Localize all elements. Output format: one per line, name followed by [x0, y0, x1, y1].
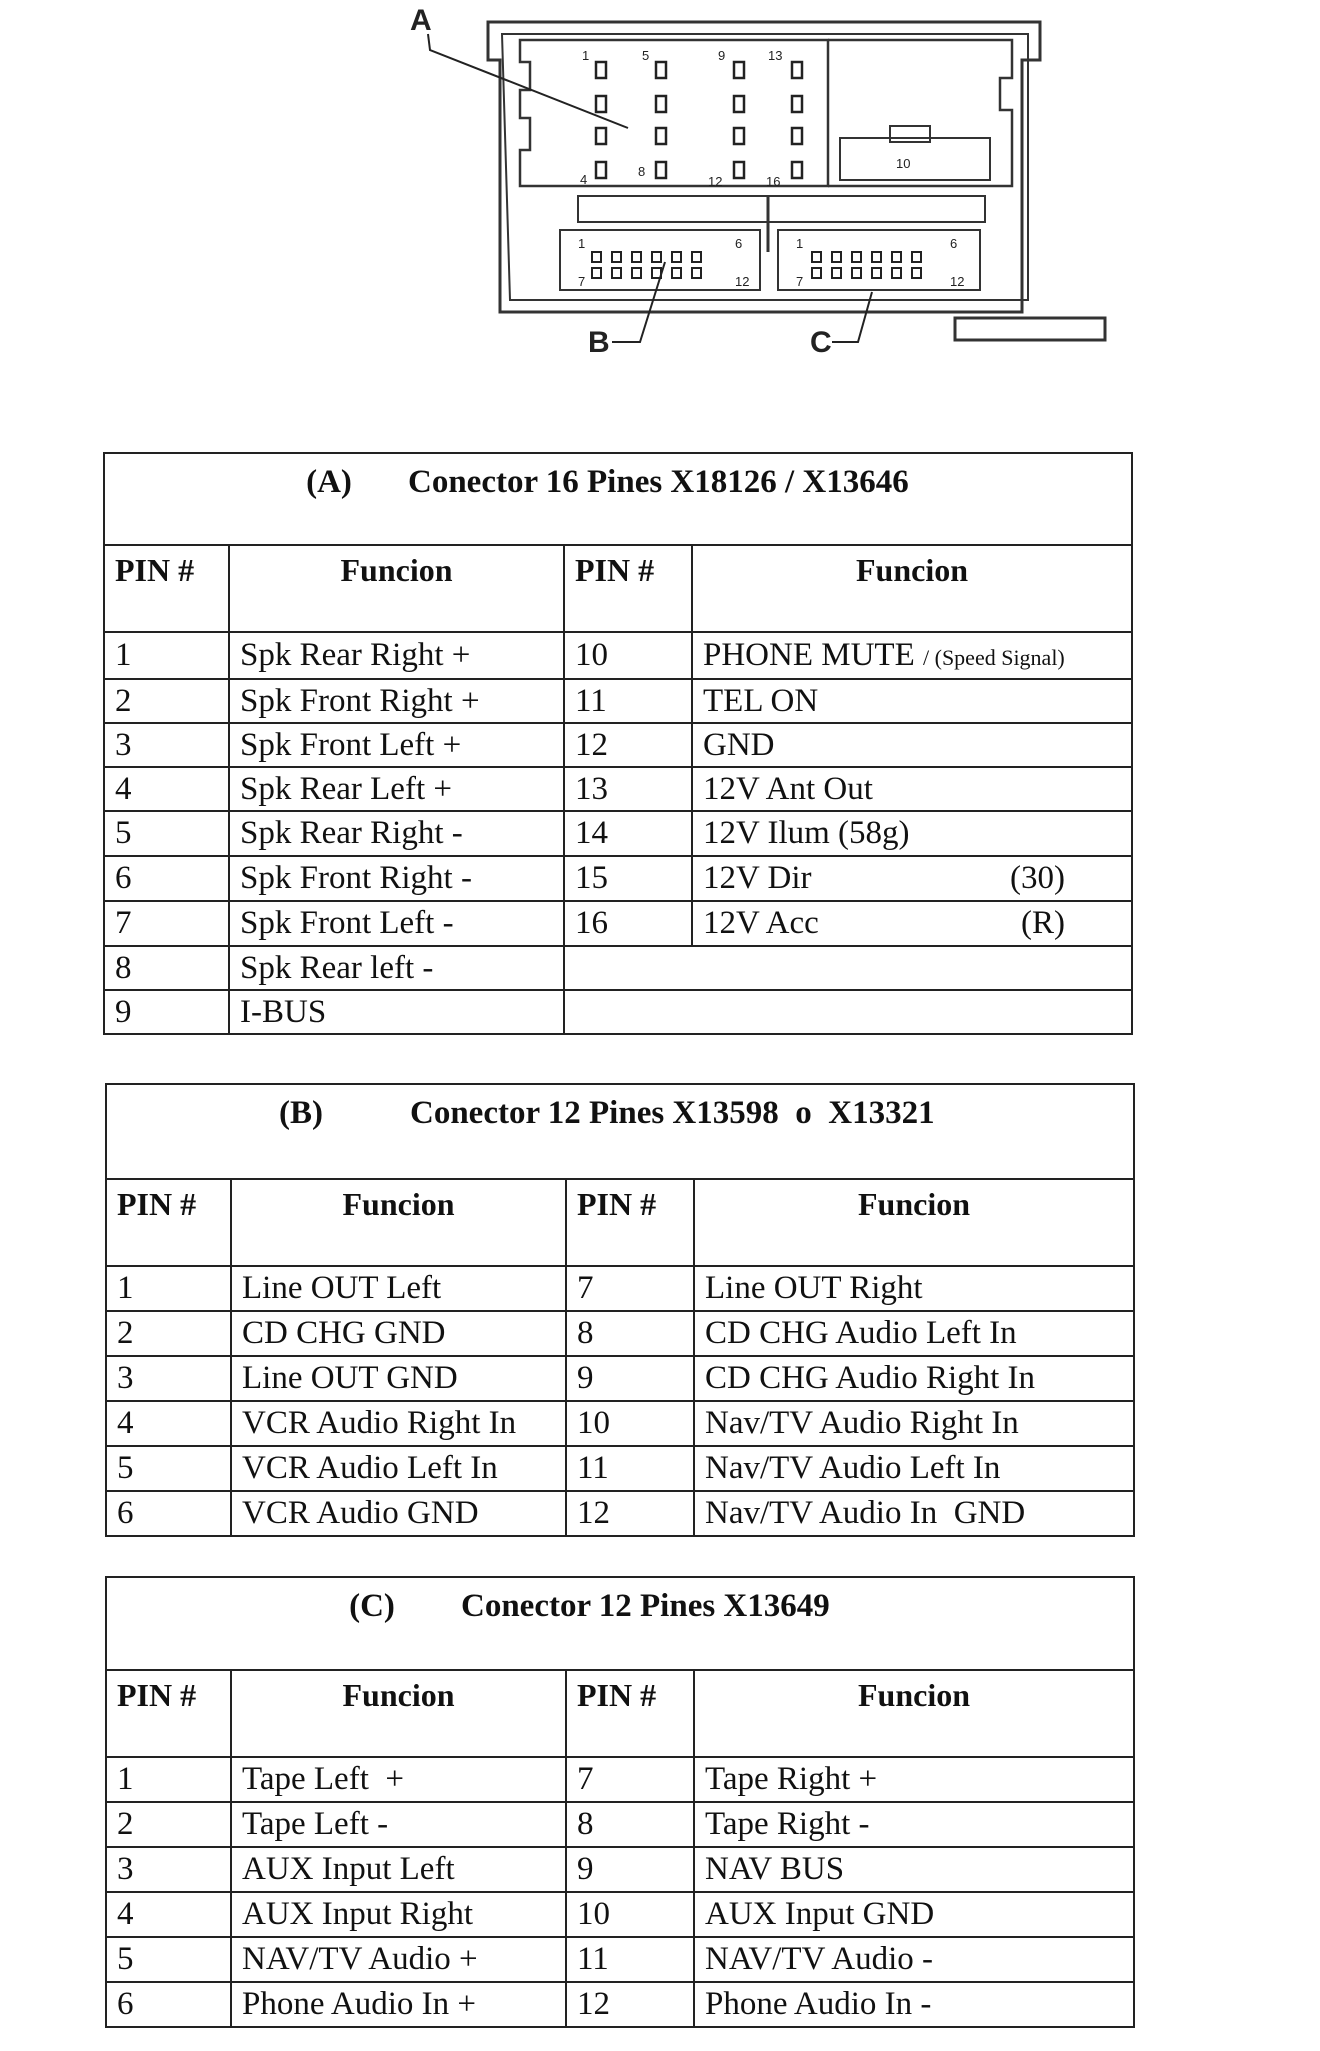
- pin-cell: 12: [566, 1491, 694, 1536]
- column-header: PIN #: [566, 1179, 694, 1266]
- function-note: (30): [1010, 860, 1066, 896]
- block-bc-pins: [592, 252, 921, 278]
- function-cell: [692, 632, 1132, 679]
- function-cell: Spk Rear left -: [229, 946, 564, 990]
- function-cell: NAV BUS: [694, 1847, 1134, 1892]
- function-text: 12V Dir: [703, 860, 812, 896]
- pin-cell: 9: [104, 990, 229, 1034]
- column-header: Funcion: [694, 1670, 1134, 1757]
- column-header: PIN #: [104, 545, 229, 632]
- pin-label: 12: [950, 274, 965, 289]
- function-cell: Nav/TV Audio Right In: [694, 1401, 1134, 1446]
- pin-cell: 8: [566, 1802, 694, 1847]
- table-row: [104, 767, 1132, 811]
- table-title: [106, 1577, 1134, 1670]
- function-cell: Tape Right -: [694, 1802, 1134, 1847]
- table-row: [104, 632, 1132, 679]
- function-cell: Spk Front Right +: [229, 679, 564, 723]
- table-row: [104, 723, 1132, 767]
- pin-label: 1: [582, 48, 590, 63]
- table-row: [104, 946, 1132, 990]
- function-cell: Spk Rear Right -: [229, 811, 564, 856]
- pin-cell: 5: [106, 1446, 231, 1491]
- function-cell: TEL ON: [692, 679, 1132, 723]
- block-right-outline: [828, 40, 1012, 186]
- function-cell: Nav/TV Audio In GND: [694, 1491, 1134, 1536]
- function-cell: [692, 901, 1132, 946]
- pin-cell: 10: [566, 1892, 694, 1937]
- pin-cell: 5: [104, 811, 229, 856]
- pin-cell: 7: [566, 1266, 694, 1311]
- pin-cell: 12: [564, 723, 692, 767]
- table-title: [104, 453, 1132, 545]
- function-cell: CD CHG Audio Left In: [694, 1311, 1134, 1356]
- pin-label: 16: [766, 174, 781, 189]
- table-letter: (A): [306, 464, 352, 500]
- pin-cell: 4: [106, 1892, 231, 1937]
- function-cell: Tape Right +: [694, 1757, 1134, 1802]
- connector-a-table: [103, 452, 1133, 1035]
- pin-cell: 8: [104, 946, 229, 990]
- function-cell: NAV/TV Audio +: [231, 1937, 566, 1982]
- pin-10-housing: [840, 138, 990, 180]
- function-cell: CD CHG GND: [231, 1311, 566, 1356]
- pin-cell: 13: [564, 767, 692, 811]
- connector-housing-inner: [502, 34, 1028, 300]
- function-text: 12V Acc: [703, 905, 819, 941]
- function-text: PHONE MUTE: [703, 637, 923, 673]
- pin-cell: 1: [104, 632, 229, 679]
- pin-cell: 2: [104, 679, 229, 723]
- pin-cell: 6: [104, 856, 229, 901]
- pin-cell: 12: [566, 1982, 694, 2027]
- pin-label: 5: [642, 48, 650, 63]
- pin-cell: 7: [104, 901, 229, 946]
- table-row: [106, 1847, 1134, 1892]
- function-cell: Spk Front Left +: [229, 723, 564, 767]
- pin-label: 12: [735, 274, 750, 289]
- pin-cell: 10: [566, 1401, 694, 1446]
- pin-cell: 5: [106, 1937, 231, 1982]
- connector-housing: [488, 22, 1040, 312]
- function-cell: VCR Audio Right In: [231, 1401, 566, 1446]
- table-row: [106, 1356, 1134, 1401]
- pin-cell: 4: [106, 1401, 231, 1446]
- function-cell: 12V Ant Out: [692, 767, 1132, 811]
- pin-label: 8: [638, 164, 646, 179]
- table-row: [106, 1802, 1134, 1847]
- table-title-text: Conector 16 Pines X18126 / X13646: [408, 464, 909, 500]
- table-row: [106, 1446, 1134, 1491]
- column-header: Funcion: [229, 545, 564, 632]
- function-cell: Tape Left -: [231, 1802, 566, 1847]
- function-cell: Phone Audio In -: [694, 1982, 1134, 2027]
- block-a-pins: [596, 62, 802, 178]
- connector-b-table: [105, 1083, 1135, 1537]
- function-cell: [692, 856, 1132, 901]
- function-cell: Spk Front Left -: [229, 901, 564, 946]
- function-cell: GND: [692, 723, 1132, 767]
- pin-cell: 1: [106, 1266, 231, 1311]
- connector-diagram: [0, 0, 1320, 380]
- empty-cell: [564, 990, 1132, 1034]
- function-cell: AUX Input GND: [694, 1892, 1134, 1937]
- function-cell: VCR Audio Left In: [231, 1446, 566, 1491]
- pin-cell: 15: [564, 856, 692, 901]
- function-cell: Spk Front Right -: [229, 856, 564, 901]
- pin-cell: 2: [106, 1802, 231, 1847]
- function-cell: Nav/TV Audio Left In: [694, 1446, 1134, 1491]
- table-row: [106, 1266, 1134, 1311]
- function-cell: Tape Left +: [231, 1757, 566, 1802]
- pin-label: 10: [896, 156, 911, 171]
- table-row: [106, 1937, 1134, 1982]
- pin-cell: 14: [564, 811, 692, 856]
- pin-cell: 10: [564, 632, 692, 679]
- function-cell: VCR Audio GND: [231, 1491, 566, 1536]
- function-note: (R): [1021, 905, 1066, 941]
- pin-label: 7: [796, 274, 804, 289]
- table-row: [104, 811, 1132, 856]
- table-letter: (C): [349, 1588, 395, 1624]
- function-cell: Phone Audio In +: [231, 1982, 566, 2027]
- pin-label: 9: [718, 48, 726, 63]
- pin-cell: 3: [106, 1356, 231, 1401]
- pin-cell: 1: [106, 1757, 231, 1802]
- pin-label: 7: [578, 274, 586, 289]
- divider-rail: [578, 196, 985, 222]
- pin-label: 12: [708, 174, 723, 189]
- table-letter: (B): [279, 1095, 323, 1131]
- pin-cell: 9: [566, 1847, 694, 1892]
- connector-c-table: [105, 1576, 1135, 2028]
- table-row: [106, 1311, 1134, 1356]
- column-header: PIN #: [106, 1179, 231, 1266]
- pin-label: 6: [950, 236, 958, 251]
- pin-cell: 3: [104, 723, 229, 767]
- pin-cell: 7: [566, 1757, 694, 1802]
- function-cell: Line OUT Right: [694, 1266, 1134, 1311]
- callout-a: A: [410, 4, 432, 37]
- pin-cell: 9: [566, 1356, 694, 1401]
- pin-label: 1: [578, 236, 586, 251]
- table-row: [104, 901, 1132, 946]
- pin-cell: 16: [564, 901, 692, 946]
- column-header: Funcion: [231, 1670, 566, 1757]
- table-row: [106, 1401, 1134, 1446]
- column-header: PIN #: [566, 1670, 694, 1757]
- table-row: [106, 1757, 1134, 1802]
- column-header: Funcion: [694, 1179, 1134, 1266]
- pin-cell: 11: [566, 1937, 694, 1982]
- pin-label: 6: [735, 236, 743, 251]
- column-header: PIN #: [564, 545, 692, 632]
- function-cell: Line OUT Left: [231, 1266, 566, 1311]
- column-header: Funcion: [231, 1179, 566, 1266]
- callout-b: B: [588, 326, 610, 359]
- pin-label: 4: [580, 172, 588, 187]
- pin-cell: 8: [566, 1311, 694, 1356]
- pin-cell: 2: [106, 1311, 231, 1356]
- empty-cell: [564, 946, 1132, 990]
- pin-cell: 6: [106, 1982, 231, 2027]
- function-cell: I-BUS: [229, 990, 564, 1034]
- function-cell: Spk Rear Right +: [229, 632, 564, 679]
- callout-a-line: [428, 34, 628, 128]
- table-title-text: Conector 12 Pines X13649: [461, 1588, 830, 1624]
- function-cell: CD CHG Audio Right In: [694, 1356, 1134, 1401]
- pin-label: 13: [768, 48, 783, 63]
- function-cell: AUX Input Left: [231, 1847, 566, 1892]
- pin-cell: 4: [104, 767, 229, 811]
- table-title-text: Conector 12 Pines X13598 o X13321: [410, 1095, 935, 1131]
- table-row: [104, 856, 1132, 901]
- callout-c: C: [810, 326, 832, 359]
- table-row: [106, 1982, 1134, 2027]
- pin-cell: 11: [566, 1446, 694, 1491]
- function-cell: 12V Ilum (58g): [692, 811, 1132, 856]
- function-cell: Line OUT GND: [231, 1356, 566, 1401]
- pin-label: 1: [796, 236, 804, 251]
- column-header: Funcion: [692, 545, 1132, 632]
- function-note: / (Speed Signal): [923, 645, 1065, 670]
- table-row: [106, 1491, 1134, 1536]
- release-tab: [955, 318, 1105, 340]
- table-row: [104, 679, 1132, 723]
- column-header: PIN #: [106, 1670, 231, 1757]
- pin-cell: 3: [106, 1847, 231, 1892]
- table-title: [106, 1084, 1134, 1179]
- pin-cell: 6: [106, 1491, 231, 1536]
- pin-cell: 11: [564, 679, 692, 723]
- function-cell: Spk Rear Left +: [229, 767, 564, 811]
- table-row: [106, 1892, 1134, 1937]
- table-row: [104, 990, 1132, 1034]
- function-cell: NAV/TV Audio -: [694, 1937, 1134, 1982]
- function-cell: AUX Input Right: [231, 1892, 566, 1937]
